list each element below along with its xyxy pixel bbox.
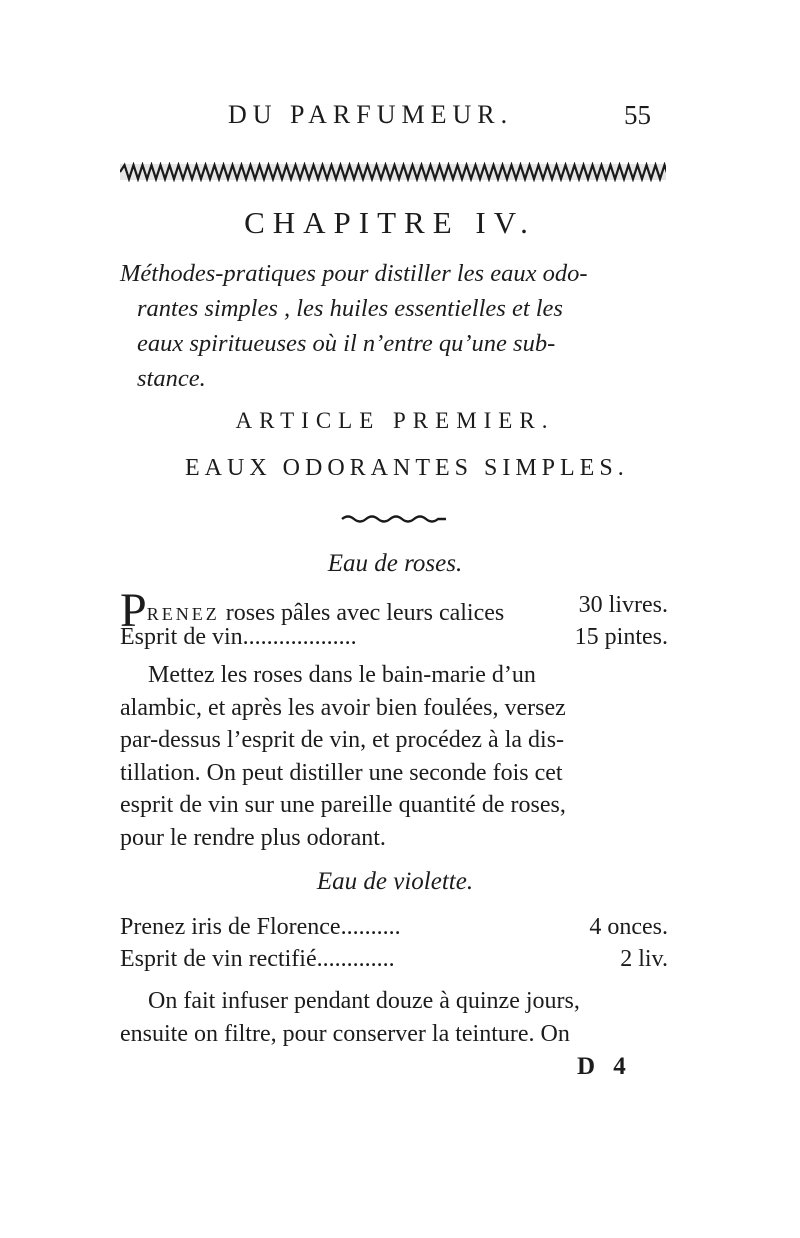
paragraph-line: On fait infuser pendant douze à quinze jours,: [148, 988, 580, 1014]
ingredient-quantity: 30 livres.: [578, 592, 668, 618]
paragraph-line: par-dessus l’esprit de vin, et procédez à la dis-: [120, 727, 565, 753]
running-head: DU PARFUMEUR.: [228, 100, 514, 129]
ingredient-line: [120, 914, 668, 941]
small-ornament: [340, 513, 448, 525]
chapter-title: CHAPITRE IV.: [244, 205, 536, 240]
paragraph-line: tillation. On peut distiller une seconde fois cet: [120, 759, 563, 786]
instructions-paragraph: [120, 659, 668, 854]
paragraph-line: pour le rendre plus odorant.: [120, 824, 386, 851]
drop-cap: P: [120, 584, 147, 637]
paragraph-line: Mettez les roses dans le bain-marie d’un: [148, 662, 536, 688]
ingredient-quantity: 15 pintes.: [574, 624, 668, 650]
signature-mark: D 4: [577, 1053, 632, 1080]
ingredient-line: [120, 946, 668, 973]
paragraph-line: esprit de vin sur une pareille quantité de roses,: [120, 792, 566, 818]
ingredient-name: Esprit de vin rectifié.............: [120, 946, 395, 972]
subtitle-line: Méthodes-pratiques pour distiller les eaux odo-: [120, 260, 588, 287]
chapter-subtitle: [120, 256, 668, 396]
subtitle-line: stance.: [137, 365, 206, 392]
recipe-title-violette: Eau de violette.: [316, 868, 474, 895]
subtitle-line: rantes simples , les huiles essentielles et les: [137, 295, 563, 322]
ingredient-text: roses pâles avec leurs calices: [219, 600, 505, 626]
ingredient-quantity: 4 onces.: [589, 914, 668, 940]
smallcaps-word: RENEZ: [146, 604, 220, 624]
subtitle-line: eaux spiritueuses où il n’entre qu’une sub-: [137, 330, 556, 357]
article-title: ARTICLE PREMIER.: [235, 408, 555, 433]
ingredient-line: [120, 624, 668, 651]
paragraph-line: ensuite on filtre, pour conserver la teinture. On: [120, 1020, 570, 1047]
decorative-border-ornament: [120, 162, 666, 182]
ingredient-name: Prenez iris de Florence..........: [120, 914, 401, 940]
page-number: 55: [624, 100, 651, 130]
section-title: EAUX ODORANTES SIMPLES.: [185, 455, 629, 481]
ingredient-quantity: 2 liv.: [620, 946, 668, 972]
paragraph-line: alambic, et après les avoir bien foulées, versez: [120, 694, 566, 721]
ingredient-name: Esprit de vin...................: [120, 624, 357, 650]
recipe-title-roses: Eau de roses.: [327, 550, 463, 577]
instructions-paragraph: [120, 985, 668, 1050]
